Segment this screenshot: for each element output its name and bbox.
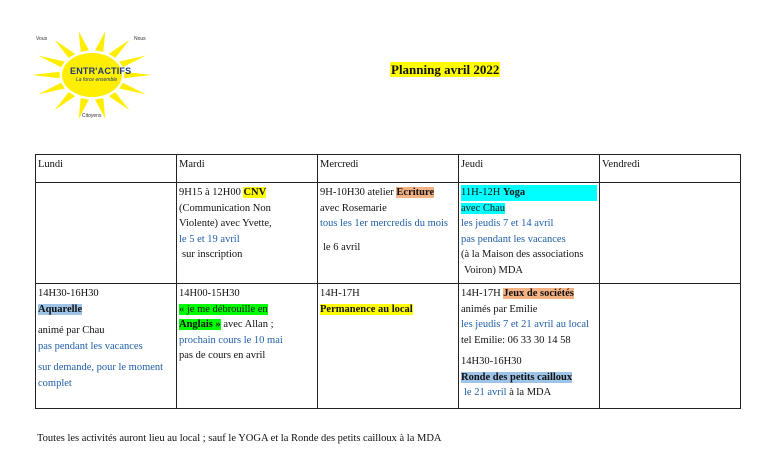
ecriture-label: Ecriture: [396, 187, 435, 198]
footer-note: Toutes les activités auront lieu au local ; sauf le YOGA et la Ronde des petits cailloux à la MDA: [37, 433, 442, 444]
cell-vendredi-morning: [600, 183, 741, 284]
cell-lundi-afternoon: 14H30-16H30 Aquarelle animé par Chau pas pendant les vacances sur demande, pour le moment complet: [36, 284, 177, 409]
logo-word-nous: Nous: [134, 36, 146, 42]
jeux-line: 14H-17H Jeux de sociétés: [461, 288, 574, 299]
sun-ray: [109, 40, 130, 58]
sun-ray: [55, 40, 76, 58]
cell-mardi-afternoon: 14H00-15H30 « je me débrouille en Anglais » avec Allan ; prochain cours le 10 mai pas de cours en avril: [177, 284, 318, 409]
header-row: [36, 155, 741, 183]
logo-brand: ENTR'ACTIFS: [70, 66, 132, 76]
logo-word-vous: Vous: [36, 36, 48, 42]
anglais-label-1: « je me débrouille en: [179, 303, 268, 315]
cnv-label: CNV: [243, 187, 267, 198]
sun-ray: [38, 55, 65, 67]
header-vendredi: Vendredi: [600, 155, 741, 183]
sun-ray: [95, 31, 105, 52]
sun-ray: [55, 92, 76, 110]
cell-jeudi-morning: 11H-12H Yoga avec Chau les jeudis 7 et 14 avril pas pendant les vacances (à la Maison des associations Voiron) MDA: [459, 183, 600, 284]
sun-ray: [38, 83, 65, 95]
sun-ray: [119, 83, 146, 95]
header-mardi: Mardi: [177, 155, 318, 183]
ecriture-line: 9H-10H30 atelier Ecriture: [320, 187, 435, 198]
sun-ray: [79, 31, 89, 52]
aquarelle-label: Aquarelle: [38, 303, 83, 315]
anglais-label-2: Anglais »: [179, 319, 221, 330]
header-lundi: Lundi: [36, 155, 177, 183]
cell-mercredi-afternoon: 14H-17H Permanence au local: [318, 284, 459, 409]
planning-table: [35, 154, 741, 409]
sun-ray: [32, 72, 60, 78]
ronde-label: Ronde des petits cailloux: [461, 371, 573, 383]
logo-word-citoyens: Citoyens: [82, 113, 102, 119]
cell-mercredi-morning: 9H-10H30 atelier Ecriture avec Rosemarie tous les 1er mercredis du mois le 6 avril: [318, 183, 459, 284]
cell-jeudi-afternoon: 14H-17H Jeux de sociétés animés par Emilie les jeudis 7 et 21 avril au local tel Emilie: 06 33 30 14 58 14H30-16H30 Ronde des petits cailloux le 21 avril à la MDA: [459, 284, 600, 409]
cell-lundi-morning: [36, 183, 177, 284]
afternoon-row: [36, 284, 741, 409]
jeux-label: Jeux de sociétés: [503, 288, 574, 299]
cell-vendredi-afternoon: [600, 284, 741, 409]
yoga-label: Yoga: [502, 187, 526, 198]
cnv-line: 9H15 à 12H00 CNV: [179, 187, 267, 198]
cell-mardi-morning: 9H15 à 12H00 CNV (Communication Non Violente) avec Yvette, le 5 et 19 avril sur inscription: [177, 183, 318, 284]
header-jeudi: Jeudi: [459, 155, 600, 183]
entractifs-logo: [30, 30, 155, 125]
logo-tagline: La force ensemble: [76, 77, 118, 83]
permanence-label: Permanence au local: [320, 303, 413, 315]
cnv-dates: le 5 et 19 avril: [179, 233, 240, 245]
sun-ray: [109, 92, 130, 110]
header-mercredi: Mercredi: [318, 155, 459, 183]
yoga-line: 11H-12H Yoga: [461, 185, 597, 201]
page-title: Planning avril 2022: [391, 62, 500, 77]
morning-row: [36, 183, 741, 284]
